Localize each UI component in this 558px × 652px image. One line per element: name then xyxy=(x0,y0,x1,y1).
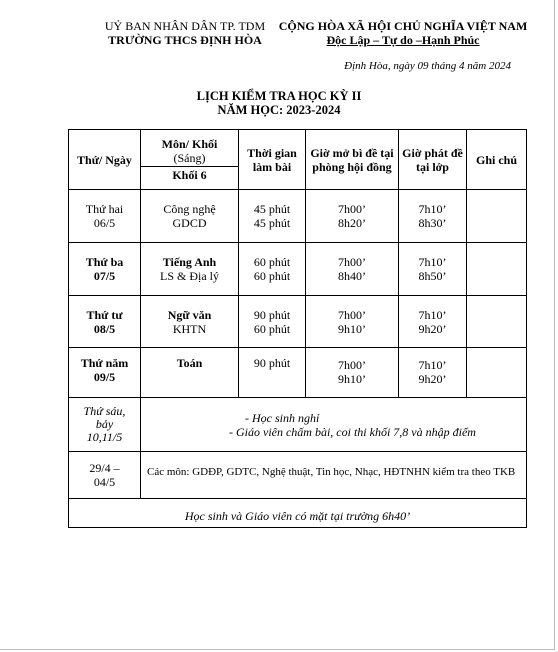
subject-2: GDCD xyxy=(172,216,207,230)
subject-2: KHTN xyxy=(172,321,207,336)
national-motto: Độc Lập – Tự do –Hạnh Phúc xyxy=(326,33,480,47)
dist-time-2: 9h20’ xyxy=(418,372,447,386)
header-dist-time: Giờ phát đề tại lớp xyxy=(399,130,467,190)
open-time-cell xyxy=(306,296,399,348)
header-day: Thứ/ Ngày xyxy=(69,130,141,190)
note-cell xyxy=(467,190,527,243)
note-line-2: - Giáo viên chấm bài, coi thi khối 7,8 và nhập điểm xyxy=(229,424,476,439)
dist-time-1: 7h10’ xyxy=(418,255,447,269)
day-cell xyxy=(69,296,141,348)
duration-2: 60 phút xyxy=(253,321,291,336)
duration-cell xyxy=(239,348,306,398)
header-subject xyxy=(141,130,239,190)
national-title: CỘNG HÒA XÃ HỘI CHỦ NGHĨA VIỆT NAM xyxy=(278,19,528,33)
day-date: 09/5 xyxy=(93,370,116,384)
day-name: Thứ sáu, xyxy=(83,404,126,418)
note-cell xyxy=(467,296,527,348)
day-date: 07/5 xyxy=(93,269,116,283)
day-name: Thứ hai xyxy=(85,202,124,216)
document-title: LỊCH KIỂM TRA HỌC KỲ II xyxy=(196,89,362,103)
duration-2: 60 phút xyxy=(253,269,291,283)
header-open-time: Giờ mở bì đề tại phòng hội đồng xyxy=(306,130,399,190)
document-date: Định Hòa, ngày 09 tháng 4 năm 2024 xyxy=(344,60,511,72)
subject-2: LS & Địa lý xyxy=(160,269,219,283)
day-name: Thứ ba xyxy=(85,255,124,269)
table-row xyxy=(69,190,527,243)
duration-1: 90 phút xyxy=(253,307,291,322)
dist-time-1: 7h10’ xyxy=(418,202,447,216)
day-date: 08/5 xyxy=(93,321,116,336)
subject-1: Tiếng Anh xyxy=(162,255,217,269)
open-time-2: 8h40’ xyxy=(338,269,366,283)
duration-2: 45 phút xyxy=(253,216,291,230)
dist-time-cell xyxy=(399,190,467,243)
table-header-row xyxy=(69,130,527,190)
subject-1: Công nghệ xyxy=(163,202,216,216)
national-header xyxy=(278,19,528,47)
duration-cell xyxy=(239,296,306,348)
duration-1: 45 phút xyxy=(253,202,291,216)
day-cell xyxy=(69,398,141,452)
open-time-cell xyxy=(306,243,399,296)
open-time-1: 7h00’ xyxy=(338,255,366,269)
open-time-cell xyxy=(306,190,399,243)
subject-cell xyxy=(141,296,239,348)
day-cell xyxy=(69,452,141,499)
school-name: TRƯỜNG THCS ĐỊNH HÒA xyxy=(108,33,262,47)
open-time-2: 9h10’ xyxy=(338,372,366,386)
subject-cell xyxy=(141,348,239,398)
day-name: 29/4 – xyxy=(89,461,120,475)
day-name: Thứ tư xyxy=(86,307,123,322)
table-row xyxy=(69,243,527,296)
agency-header xyxy=(90,19,280,47)
footer-note: Học sinh và Giáo viên có mặt tại trường 6h40’ xyxy=(69,499,527,528)
table-row xyxy=(69,348,527,398)
week-subjects-cell: Các môn: GDĐP, GDTC, Nghệ thuật, Tin học, Nhạc, HĐTNHN kiểm tra theo TKB xyxy=(141,452,527,499)
day-cell xyxy=(69,348,141,398)
dist-time-2: 9h20’ xyxy=(418,321,447,336)
duration-1: 60 phút xyxy=(253,255,291,269)
day-name: Thứ năm xyxy=(80,356,129,370)
exam-schedule-table xyxy=(68,129,527,528)
dist-time-2: 8h50’ xyxy=(418,269,447,283)
table-row xyxy=(69,398,527,452)
header-note: Ghi chú xyxy=(467,130,527,190)
header-subject-label: Môn/ Khối xyxy=(161,137,218,151)
header-session: (Sáng) xyxy=(173,151,206,165)
duration-cell xyxy=(239,190,306,243)
duration-1: 90 phút xyxy=(253,356,291,370)
school-year: NĂM HỌC: 2023-2024 xyxy=(217,103,341,117)
table-footer-row xyxy=(69,499,527,528)
table-row xyxy=(69,452,527,499)
day-date: 06/5 xyxy=(93,216,116,230)
subject-cell xyxy=(141,243,239,296)
open-time-2: 8h20’ xyxy=(338,216,366,230)
dist-time-cell xyxy=(399,348,467,398)
open-time-1: 7h00’ xyxy=(338,358,366,372)
open-time-2: 9h10’ xyxy=(338,321,366,336)
dist-time-2: 8h30’ xyxy=(418,216,447,230)
day-cell xyxy=(69,243,141,296)
dist-time-1: 7h10’ xyxy=(418,358,447,372)
dist-time-1: 7h10’ xyxy=(418,307,447,322)
day-cell xyxy=(69,190,141,243)
note-span-cell xyxy=(141,398,527,452)
agency-name: UỶ BAN NHÂN DÂN TP. TDM xyxy=(104,19,266,33)
subject-1: Ngữ văn xyxy=(167,307,212,322)
dist-time-cell xyxy=(399,243,467,296)
subject-cell xyxy=(141,190,239,243)
subject-1: Toán xyxy=(176,356,203,370)
day-name-2: bảy xyxy=(95,417,114,431)
open-time-cell xyxy=(306,348,399,398)
open-time-1: 7h00’ xyxy=(338,307,366,322)
dist-time-cell xyxy=(399,296,467,348)
note-line-1: - Học sinh nghỉ xyxy=(245,410,320,425)
open-time-1: 7h00’ xyxy=(338,202,366,216)
table-row xyxy=(69,296,527,348)
header-duration: Thời gian làm bài xyxy=(239,130,306,190)
note-cell xyxy=(467,243,527,296)
day-date: 10,11/5 xyxy=(86,430,123,444)
duration-cell xyxy=(239,243,306,296)
note-cell xyxy=(467,348,527,398)
day-date: 04/5 xyxy=(93,475,116,489)
header-grade: Khối 6 xyxy=(141,166,238,182)
